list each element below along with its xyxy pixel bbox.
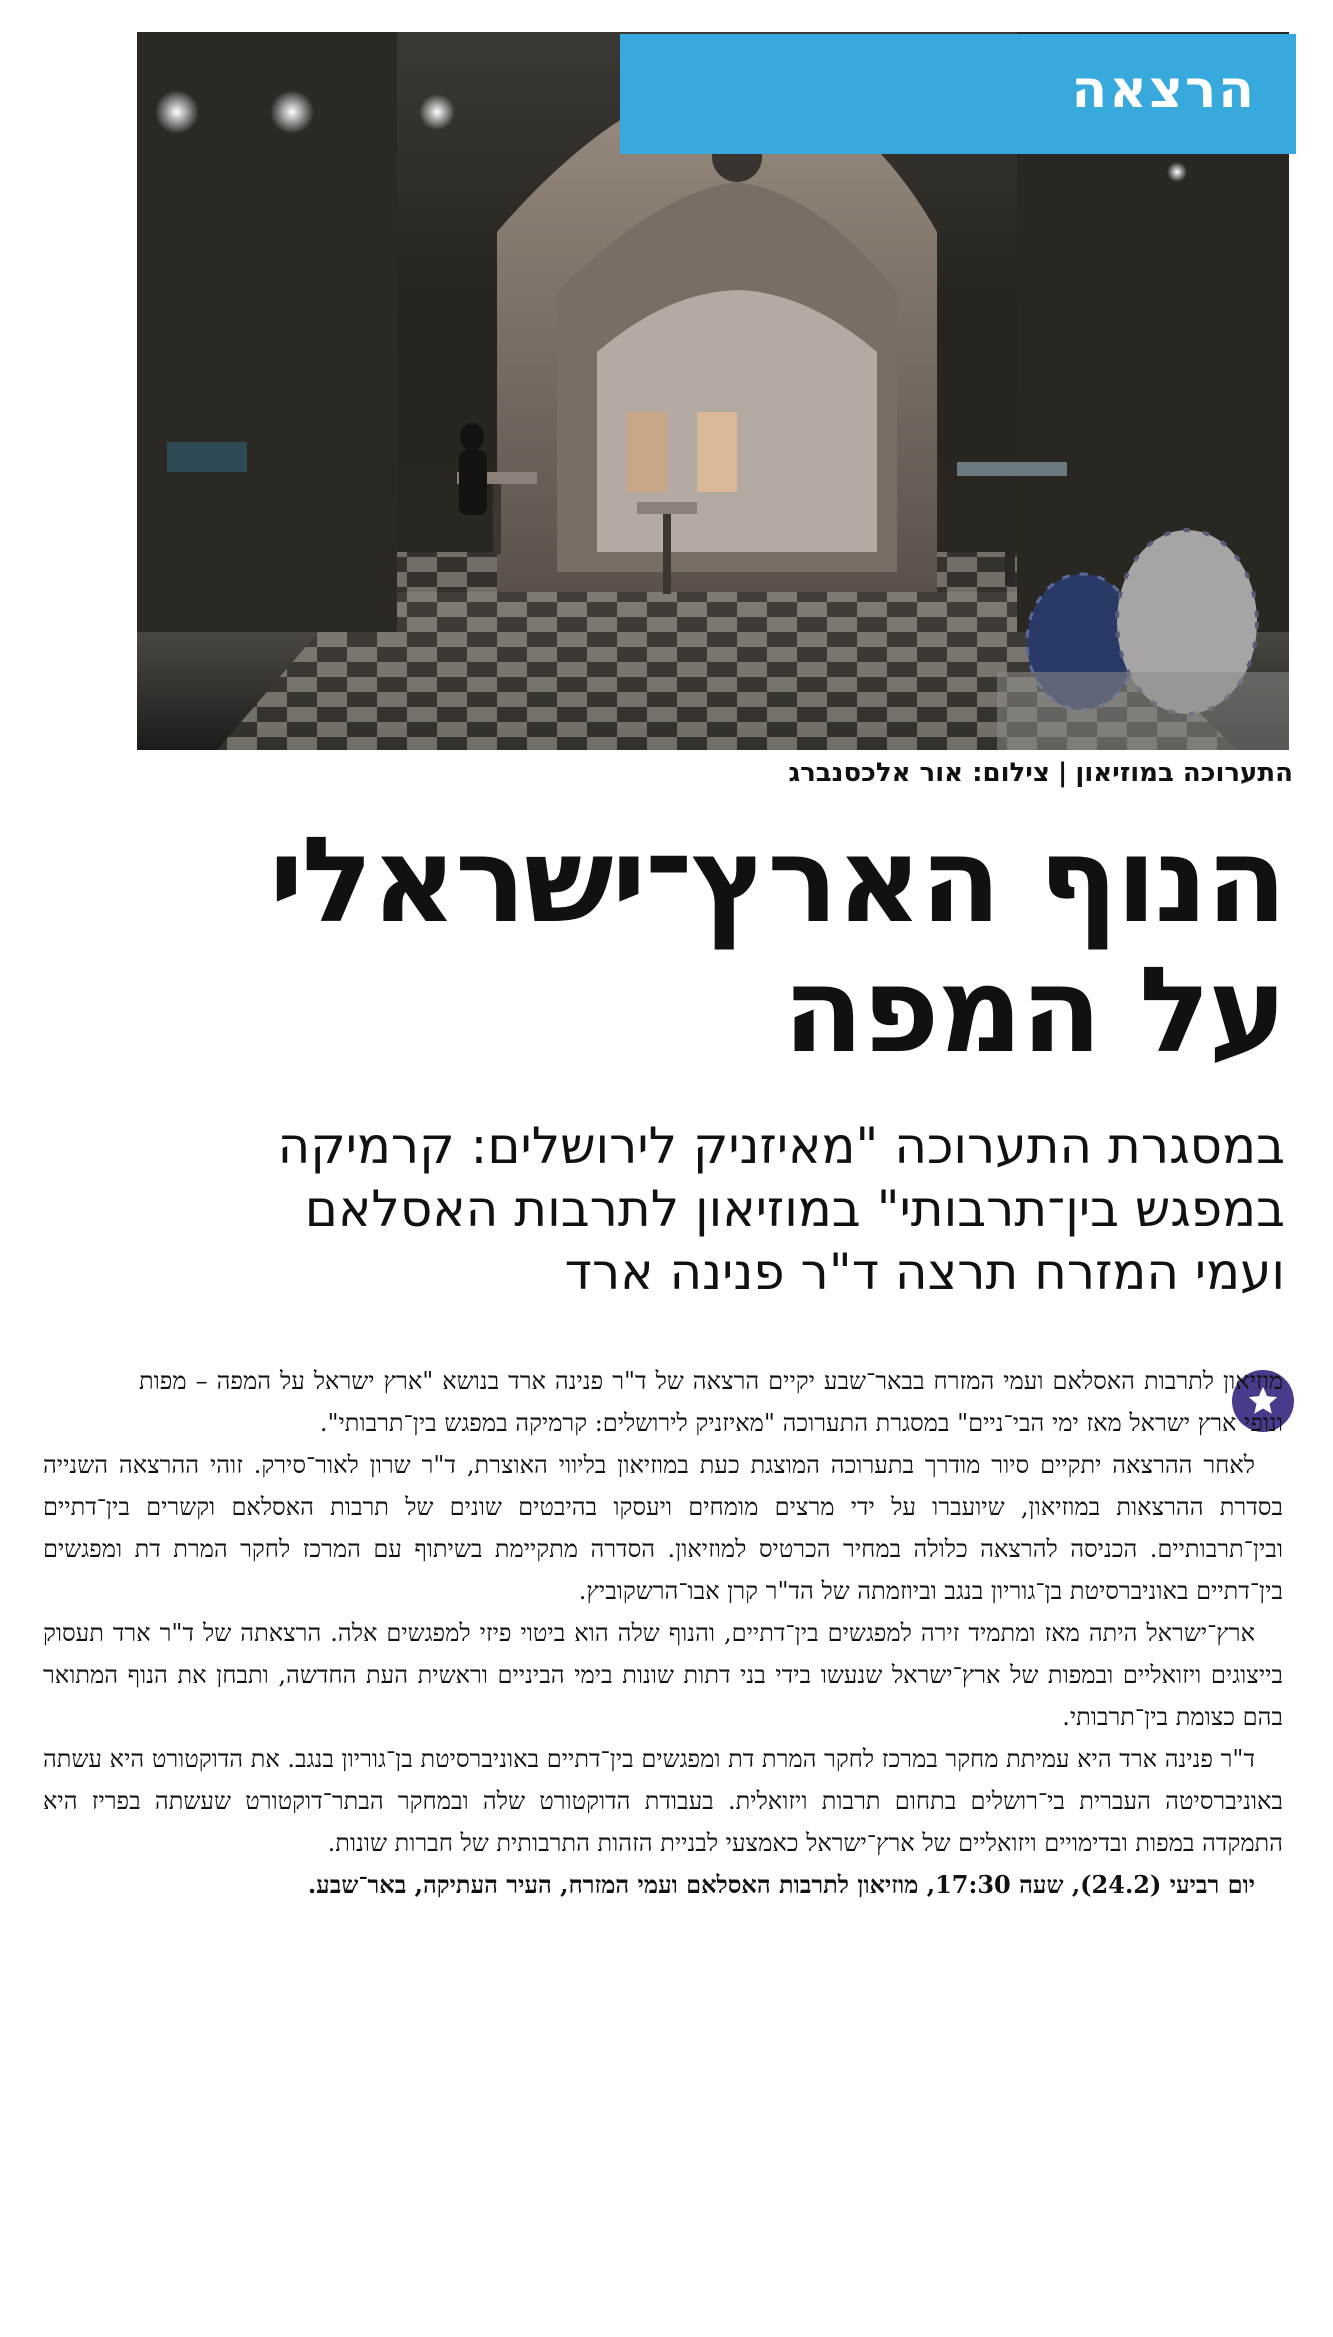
section-tag-label: הרצאה xyxy=(1071,60,1256,120)
paragraph-lecturer: ד"ר פנינה ארד היא עמיתת מחקר במרכז לחקר המרת דת ומפגשים בין־דתיים באוניברסיטת בן־גוריון בנגב. את הדוקטורט היא עשתה באוניברסיטה העברית בי־רושלים בתחום תרבות ויזואלית. בעבודת הדוקטורט שלה ובמחקר הבתר־דוקטורט שעשתה בפריז היא התמקדה במפות ובדימויים ויזואליים של ארץ־ישראל כאמצעי לבניית הזהות התרבותית של חברות שונות. xyxy=(43,1745,1283,1857)
subhead-line-3: ועמי המזרח תרצה ד"ר פנינה ארד xyxy=(564,1243,1285,1301)
article-body xyxy=(43,1360,1283,1906)
headline-line-1: הנוף הארץ־ישראלי xyxy=(268,811,1285,949)
headline xyxy=(55,811,1285,1079)
paragraph-intro: מוזיאון לתרבות האסלאם ועמי המזרח בבאר־שבע יקיים הרצאה של ד"ר פנינה ארד בנושא "ארץ ישראל על המפה – מפות ונופי ארץ ישראל מאז ימי הבי־ניים" במסגרת התערוכה "מאיזניק לירושלים: קרמיקה במפגש בין־תרבותי". xyxy=(139,1367,1283,1437)
subhead-line-1: במסגרת התערוכה "מאיזניק לירושלים: קרמיקה xyxy=(277,1117,1285,1175)
caption-credit: צילום: אור אלכסנברג xyxy=(788,758,1050,788)
subheadline xyxy=(55,1115,1285,1304)
caption-separator: | xyxy=(1057,758,1068,788)
subhead-line-2: במפגש בין־תרבותי" במוזיאון לתרבות האסלאם xyxy=(304,1180,1285,1238)
photo-caption xyxy=(93,758,1293,788)
paragraph-landscape: ארץ־ישראל היתה מאז ומתמיד זירה למפגשים בין־דתיים, והנוף שלה הוא ביטוי פיזי למפגשים אלה. הרצאתה של ד"ר ארד תעסוק בייצוגים ויזואליים ובמפות של ארץ־ישראל שנעשו בידי בני דתות שונות בימי הביניים וראשית העת החדשה, ותבחן את הנוף המתואר בהם כצומת בין־תרבותי. xyxy=(43,1619,1283,1731)
caption-subject: התערוכה במוזיאון xyxy=(1075,758,1293,788)
headline-line-2: על המפה xyxy=(782,941,1285,1079)
event-details: יום רביעי (24.2), שעה 17:30, מוזיאון לתרבות האסלאם ועמי המזרח, העיר העתיקה, באר־שבע. xyxy=(307,1870,1255,1899)
paragraph-tour: לאחר ההרצאה יתקיים סיור מודרך בתערוכה המוצגת כעת במוזיאון בליווי האוצרת, ד"ר שרון לאור־סירק. זוהי ההרצאה השנייה בסדרת ההרצאות במוזיאון, שיועברו על ידי מרצים מומחים ויעסקו בהיבטים שונים של תרבות האסלאם וקשרים בין־דתיים ובין־תרבותיים. הכניסה להרצאה כלולה במחיר הכרטיס למוזיאון. הסדרה מתקיימת בשיתוף עם המרכז לחקר המרת דת ומפגשים בין־דתיים באוניברסיטת בן־גוריון בנגב וביוזמתה של הד"ר קרן אבו־הרשקוביץ. xyxy=(43,1451,1283,1605)
section-tag xyxy=(620,34,1296,154)
